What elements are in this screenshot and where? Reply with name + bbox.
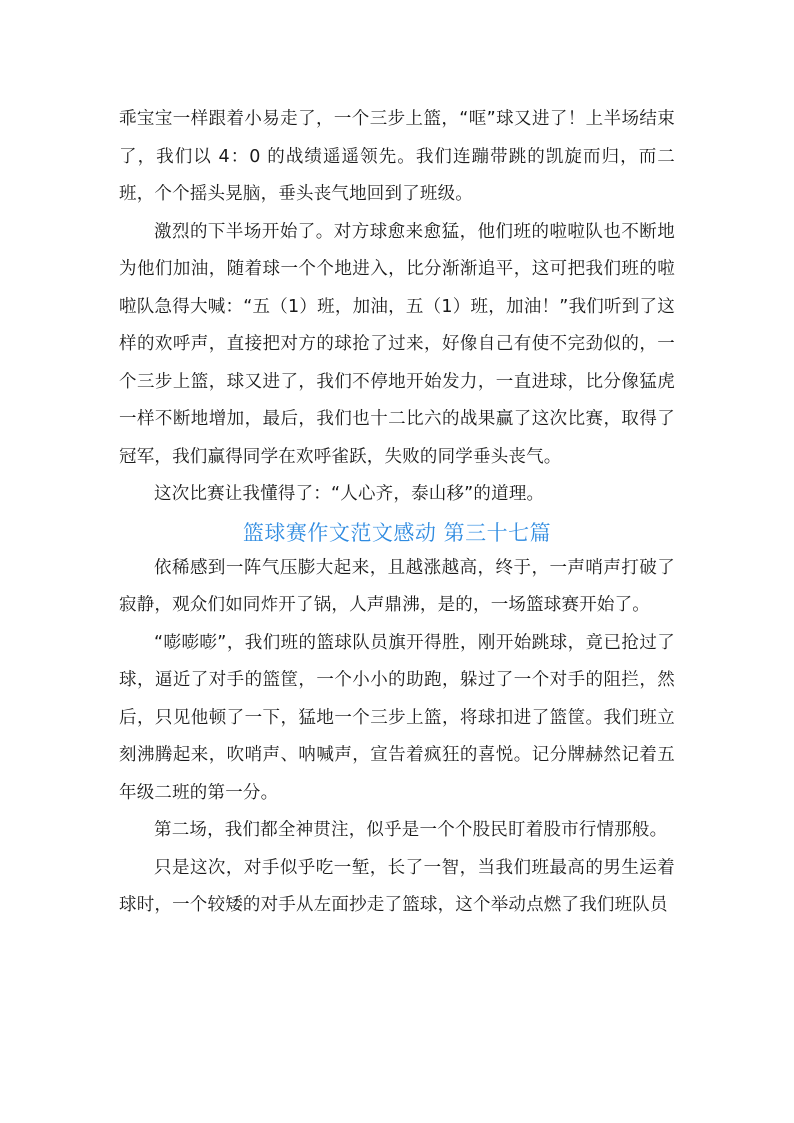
paragraph-first-score: “嘭嘭嘭”，我们班的篮球队员旗开得胜，刚开始跳球，竟已抢过了球，逼近了对手的篮筐，一个小小的助跑，躲过了一个对手的阻拦，然后，只见他顿了一下，猛地一个三步上篮，将球扣进了篮筐。我们班立刻沸腾起来，吹哨声、呐喊声，宣告着疯狂的喜悦。记分牌赫然记着五年级二班的第一分。	[119, 632, 675, 803]
paragraph-second-half: 激烈的下半场开始了。对方球愈来愈猛，他们班的啦啦队也不断地为他们加油，随着球一个个地进入，比分渐渐追平，这可把我们班的啦啦队急得大喊：“五（1）班，加油，五（1）班，加油！”我们听到了这样的欢呼声，直接把对方的球抢了过来，好像自己有使不完劲似的，一个三步上篮，球又进了，我们不停地开始发力，一直进球，比分像猛虎一样不断地增加，最后，我们也十二比六的战果赢了这次比赛，取得了冠军，我们赢得同学在欢呼雀跃，失败的同学垂头丧气。	[119, 221, 675, 467]
paragraph-lesson: 这次比赛让我懂得了：“人心齐，泰山移”的道理。	[154, 484, 545, 504]
paragraph-second-round: 第二场，我们都全神贯注，似乎是一个个股民盯着股市行情那般。	[154, 820, 668, 840]
document-body	[119, 101, 675, 925]
paragraph-opening: 依稀感到一阵气压膨大起来，且越涨越高，终于，一声哨声打破了寂静，观众们如同炸开了锅，人声鼎沸，是的，一场篮球赛开始了。	[119, 557, 675, 615]
paragraph-continued: 乖宝宝一样跟着小易走了，一个三步上篮，“哐”球又进了！上半场结束了，我们以 4：0 的战绩遥遥领先。我们连蹦带跳的凯旋而归，而二班，个个摇头晃脑，垂头丧气地回到了班级。	[119, 109, 675, 204]
section-heading: 篮球赛作文范文感动 第三十七篇	[242, 520, 552, 545]
paragraph-steal: 只是这次，对手似乎吃一堑，长了一智，当我们班最高的男生运着球时，一个较矮的对手从左面抄走了篮球，这个举动点燃了我们班队员	[119, 857, 675, 915]
